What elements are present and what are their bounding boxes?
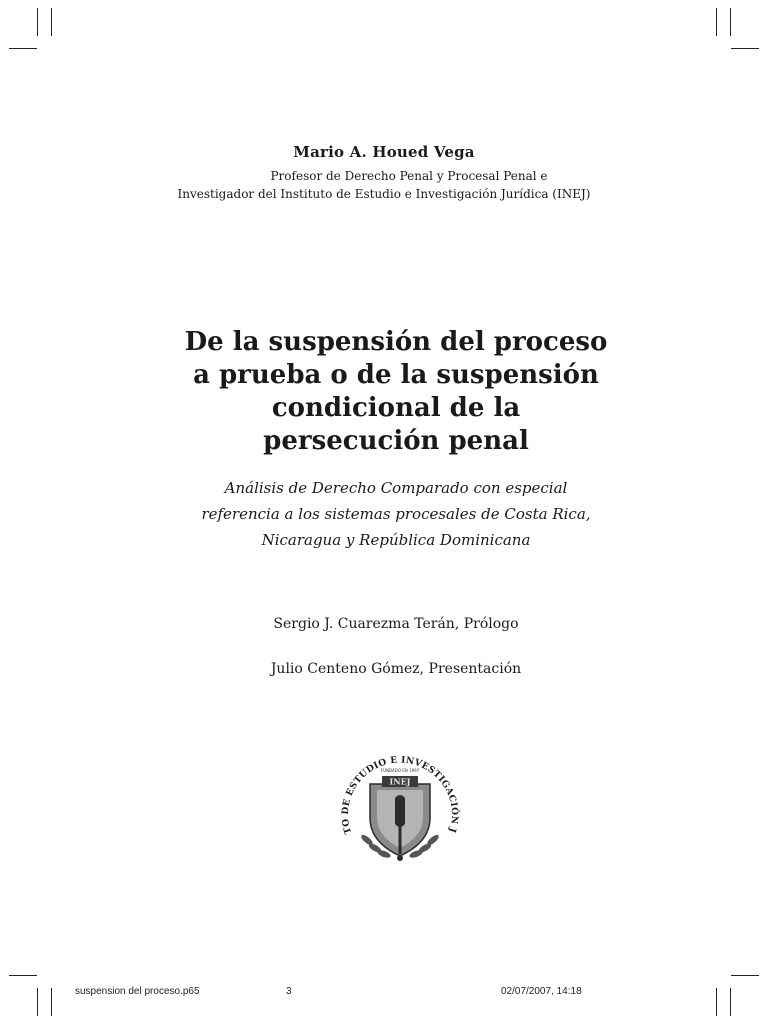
author-affiliation-line1: Profesor de Derecho Penal y Procesal Penal e xyxy=(270,169,548,183)
footer-datetime: 02/07/2007, 14:18 xyxy=(501,986,582,997)
book-title xyxy=(0,326,768,458)
crop-mark-top-left-vertical-2 xyxy=(51,8,52,36)
subtitle-line: Nicaragua y República Dominicana xyxy=(261,531,531,549)
crop-mark-top-right-vertical-1 xyxy=(716,8,717,36)
title-line: persecución penal xyxy=(263,426,529,456)
footer-filename: suspension del proceso.p65 xyxy=(75,986,200,997)
crop-mark-bottom-left-horizontal xyxy=(9,975,37,976)
seal-ring-text: TO DE ESTUDIO E INVESTIGACIÓN J xyxy=(340,755,460,836)
crop-mark-top-left-vertical-1 xyxy=(37,8,38,36)
crop-mark-bottom-right-vertical-1 xyxy=(716,988,717,1016)
title-line: De la suspensión del proceso xyxy=(184,327,608,357)
subtitle-line: referencia a los sistemas procesales de Costa Rica, xyxy=(201,505,591,523)
subtitle-line: Análisis de Derecho Comparado con especial xyxy=(224,479,568,497)
crop-mark-top-right-vertical-2 xyxy=(730,8,731,36)
crop-mark-top-left-horizontal xyxy=(9,48,37,49)
prologue-credit: Sergio J. Cuarezma Terán, Prólogo xyxy=(273,616,519,632)
presentation-credit: Julio Centeno Gómez, Presentación xyxy=(270,661,522,677)
book-subtitle xyxy=(0,475,768,553)
author-block xyxy=(0,143,768,201)
title-line: condicional de la xyxy=(271,393,521,423)
author-affiliation-line2: Investigador del Instituto de Estudio e Investigación Jurídica (INEJ) xyxy=(177,187,591,201)
footer-page-number: 3 xyxy=(286,986,292,997)
crop-mark-top-right-horizontal xyxy=(731,48,759,49)
institution-seal-icon xyxy=(327,740,473,872)
crop-mark-bottom-left-vertical-2 xyxy=(51,988,52,1016)
crop-mark-bottom-left-vertical-1 xyxy=(37,988,38,1016)
author-name: Mario A. Houed Vega xyxy=(293,143,475,161)
seal-founded-text: FUNDADO EN 1997 xyxy=(380,768,420,773)
crop-mark-bottom-right-vertical-2 xyxy=(730,988,731,1016)
crop-mark-bottom-right-horizontal xyxy=(731,975,759,976)
seal-shield-text: INEJ xyxy=(389,776,411,787)
title-line: a prueba o de la suspensión xyxy=(193,360,599,390)
